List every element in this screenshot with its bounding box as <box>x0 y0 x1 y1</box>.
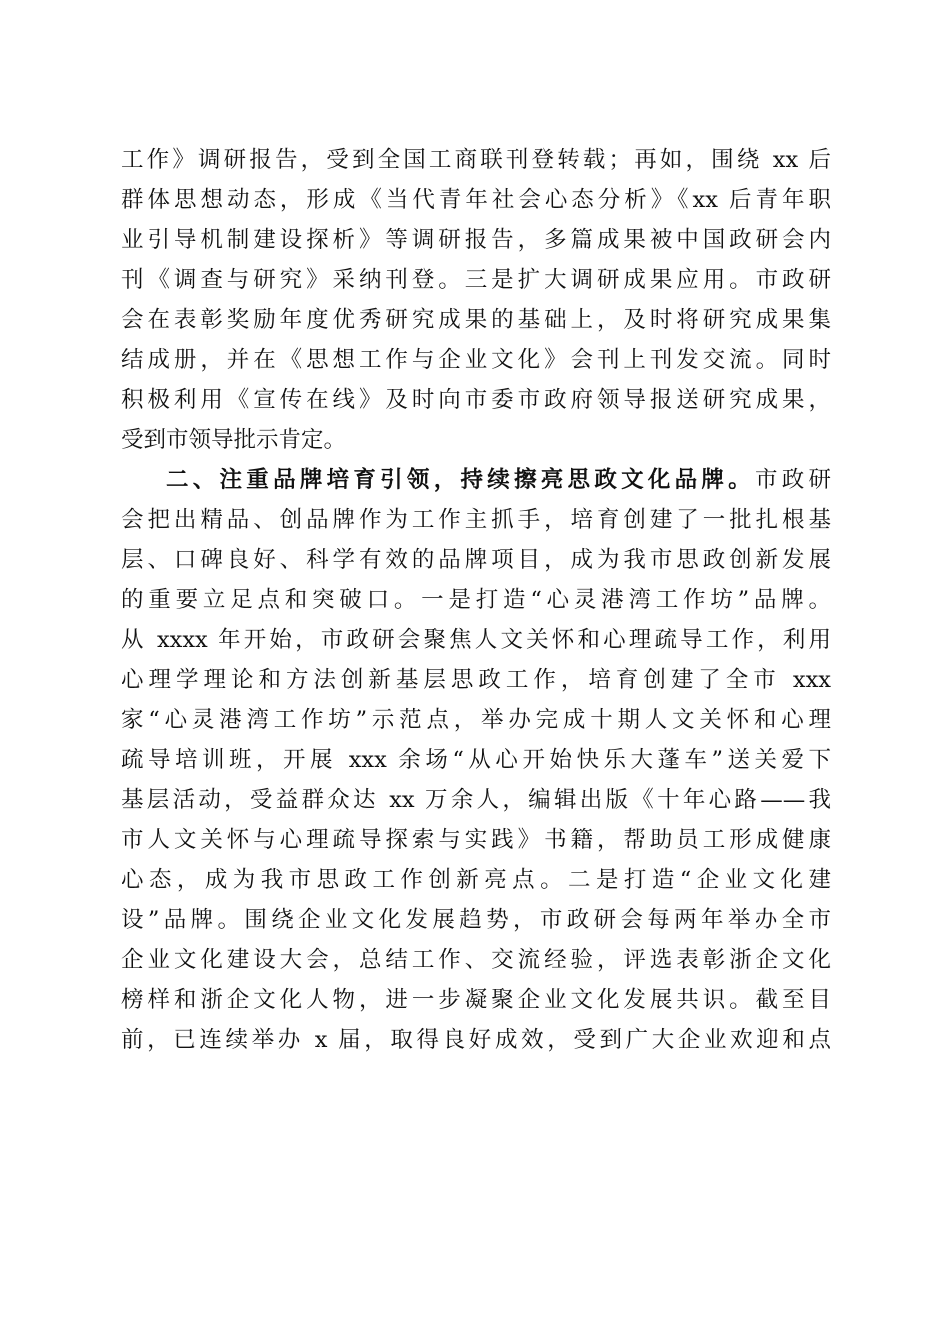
text-line: 企业文化建设大会，总结工作、交流经验，评选表彰浙企文化 <box>121 947 831 973</box>
text-line: 的重要立足点和突破口。一是打造“心灵港湾工作坊”品牌。 <box>121 587 831 613</box>
text-line: 结成册，并在《思想工作与企业文化》会刊上刊发交流。同时 <box>121 347 831 373</box>
paragraph-1 <box>121 140 831 460</box>
text-line: 心态，成为我市思政工作创新亮点。二是打造“企业文化建 <box>121 867 831 893</box>
text-line: 设”品牌。围绕企业文化发展趋势，市政研会每两年举办全市 <box>121 907 831 933</box>
text-line: 业引导机制建设探析》等调研报告，多篇成果被中国政研会内 <box>121 227 831 253</box>
section-heading: 二、注重品牌培育引领，持续擦亮思政文化品牌。 <box>166 467 755 493</box>
text-line: 市人文关怀与心理疏导探索与实践》书籍，帮助员工形成健康 <box>121 827 831 853</box>
document-body <box>121 140 831 1060</box>
text-line: 积极利用《宣传在线》及时向市委市政府领导报送研究成果， <box>121 387 831 413</box>
text-line: 榜样和浙企文化人物，进一步凝聚企业文化发展共识。截至目 <box>121 987 831 1013</box>
text-line: 群体思想动态，形成《当代青年社会心态分析》《xx 后青年职 <box>121 187 831 213</box>
text-line: 基层活动，受益群众达 xx 万余人，编辑出版《十年心路——我 <box>121 787 831 813</box>
text-line: 疏导培训班，开展 xxx 余场“从心开始快乐大蓬车”送关爱下 <box>121 747 831 773</box>
text-line: 心理学理论和方法创新基层思政工作，培育创建了全市 xxx <box>121 667 831 693</box>
text-line: 层、口碑良好、科学有效的品牌项目，成为我市思政创新发展 <box>121 547 831 573</box>
text-line: 受到市领导批示肯定。 <box>121 427 347 453</box>
text-line: 刊《调查与研究》采纳刊登。三是扩大调研成果应用。市政研 <box>121 267 831 293</box>
heading-continuation: 市政研 <box>754 467 831 493</box>
text-line: 会把出精品、创品牌作为工作主抓手，培育创建了一批扎根基 <box>121 507 831 533</box>
text-line-first <box>121 460 831 500</box>
text-line: 会在表彰奖励年度优秀研究成果的基础上，及时将研究成果集 <box>121 307 831 333</box>
text-line: 前，已连续举办 x 届，取得良好成效，受到广大企业欢迎和点 <box>121 1027 831 1053</box>
text-line: 工作》调研报告，受到全国工商联刊登转载；再如，围绕 xx 后 <box>121 147 831 173</box>
text-line: 从 xxxx 年开始，市政研会聚焦人文关怀和心理疏导工作，利用 <box>121 627 831 653</box>
paragraph-2 <box>121 460 831 1060</box>
text-line: 家“心灵港湾工作坊”示范点，举办完成十期人文关怀和心理 <box>121 707 831 733</box>
